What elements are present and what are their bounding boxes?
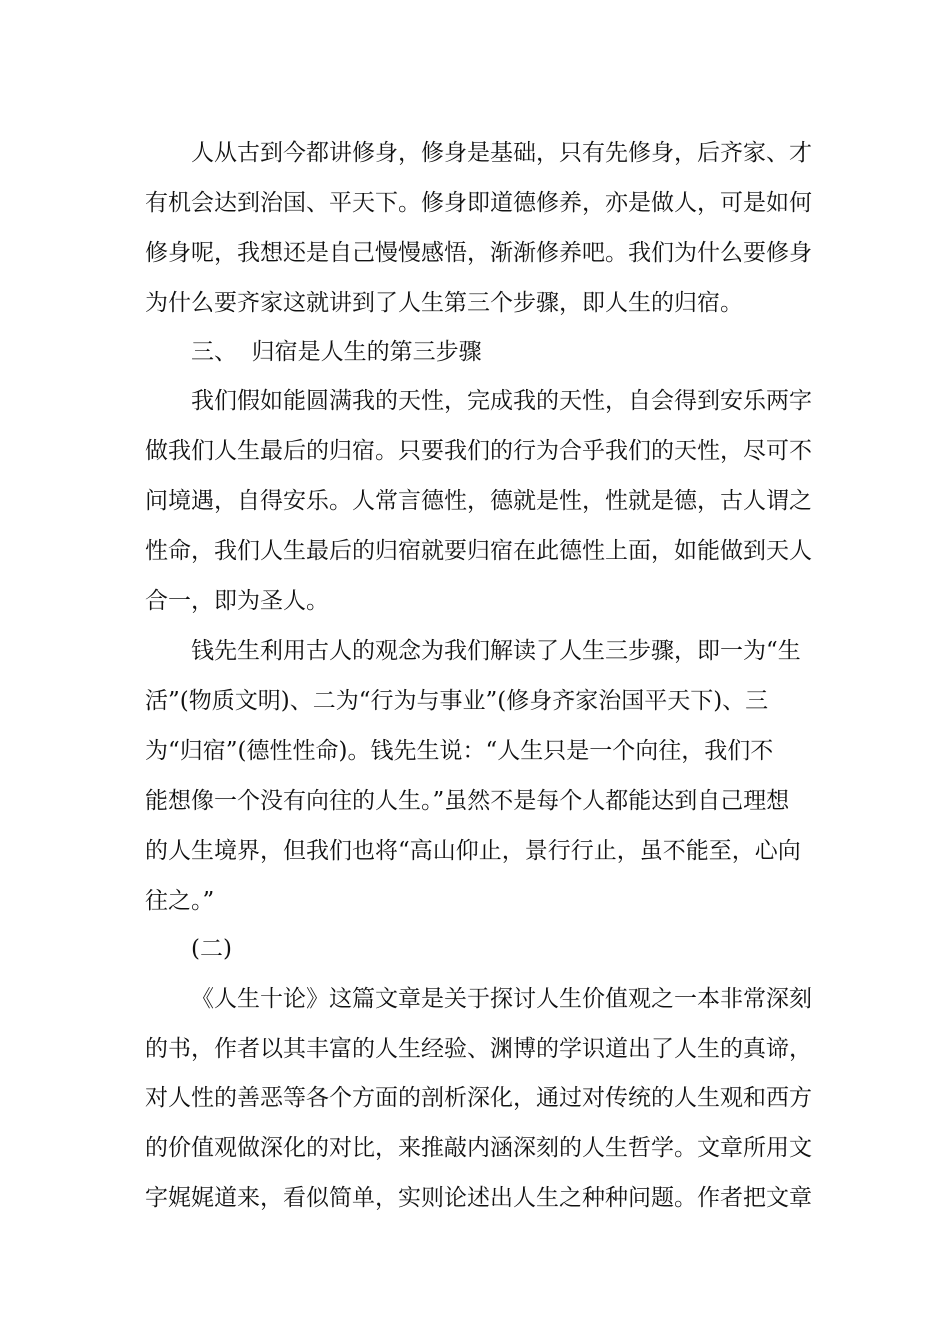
text-line	[0, 431, 950, 471]
line-text: 修身呢，我想还是自己慢慢感悟，渐渐修养吧。我们为什么要修身	[145, 240, 812, 266]
line-text: 为什么要齐家这就讲到了人生第三个步骤，即人生的归宿。	[145, 290, 743, 316]
line-text: (二)	[191, 936, 232, 962]
text-line	[0, 133, 950, 173]
line-text: 字娓娓道来，看似简单，实则论述出人生之种种问题。作者把文章	[145, 1185, 812, 1211]
text-line	[0, 631, 950, 671]
line-text: 的人生境界，但我们也将“高山仰止，景行行止，虽不能至，心向	[145, 838, 801, 864]
text-line	[0, 233, 950, 273]
text-line	[0, 381, 950, 421]
line-text: 三、 归宿是人生的第三步骤	[191, 339, 482, 365]
text-line	[0, 581, 950, 621]
line-text: 我们假如能圆满我的天性，完成我的天性，自会得到安乐两字	[191, 388, 812, 414]
text-line	[0, 1078, 950, 1118]
line-text: 合一，即为圣人。	[145, 588, 329, 614]
section-heading	[0, 332, 950, 372]
line-text: 的书，作者以其丰富的人生经验、渊博的学识道出了人生的真谛，	[145, 1036, 812, 1062]
text-line	[0, 283, 950, 323]
line-text: 活”(物质文明)、二为“行为与事业”(修身齐家治国平天下)、三	[145, 688, 769, 714]
line-text: 往之。”	[145, 888, 215, 914]
section-heading	[0, 929, 950, 969]
text-line	[0, 979, 950, 1019]
line-text: 钱先生利用古人的观念为我们解读了人生三步骤，即一为“生	[191, 638, 801, 664]
text-line	[0, 881, 950, 921]
text-line	[0, 1178, 950, 1218]
line-text: 性命，我们人生最后的归宿就要归宿在此德性上面，如能做到天人	[145, 538, 812, 564]
text-line	[0, 1128, 950, 1168]
line-text: 人从古到今都讲修身，修身是基础，只有先修身，后齐家、才	[191, 140, 812, 166]
line-text: 为“归宿”(德性性命)。钱先生说：“人生只是一个向往，我们不	[145, 738, 774, 764]
line-text: 有机会达到治国、平天下。修身即道德修养，亦是做人，可是如何	[145, 190, 812, 216]
line-text: 问境遇，自得安乐。人常言德性，德就是性，性就是德，古人谓之	[145, 488, 812, 514]
text-line	[0, 731, 950, 771]
text-line	[0, 681, 950, 721]
text-line	[0, 1029, 950, 1069]
line-text: 《人生十论》这篇文章是关于探讨人生价值观之一本非常深刻	[191, 986, 812, 1012]
text-line	[0, 831, 950, 871]
text-line	[0, 183, 950, 223]
text-line	[0, 531, 950, 571]
line-text: 的价值观做深化的对比，来推敲内涵深刻的人生哲学。文章所用文	[145, 1135, 812, 1161]
text-line	[0, 481, 950, 521]
line-text: 对人性的善恶等各个方面的剖析深化，通过对传统的人生观和西方	[145, 1085, 812, 1111]
text-line	[0, 781, 950, 821]
line-text: 能想像一个没有向往的人生。”虽然不是每个人都能达到自己理想	[145, 788, 790, 814]
line-text: 做我们人生最后的归宿。只要我们的行为合乎我们的天性，尽可不	[145, 438, 812, 464]
